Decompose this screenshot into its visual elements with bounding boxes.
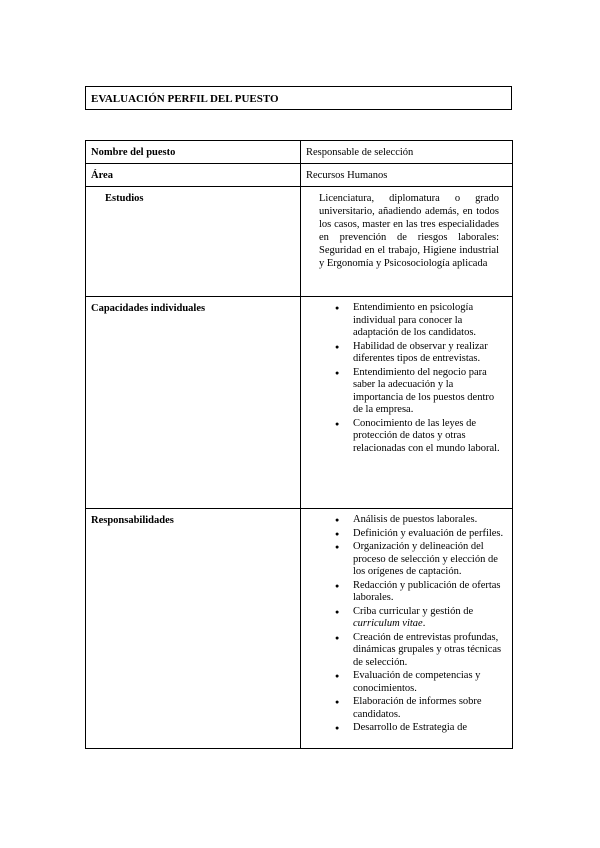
criba-suffix: . [422, 618, 426, 629]
value-cell [301, 509, 513, 749]
responsabilidades-list [301, 509, 512, 735]
value-cell [301, 297, 513, 509]
row-capacidades [86, 297, 513, 509]
value-nombre-puesto: Responsable de selección [306, 147, 414, 158]
value-estudios: Licenciatura, diplomatura o grado universitario, añadiendo además, en todos los casos, master en las tres especialidades en prevención de riesgos laborales: Seguridad en el trabajo, Higiene industrial y Ergonomía y Psicosociología aplicada [319, 193, 499, 269]
criba-prefix: Criba curricular y gestión de [353, 605, 474, 617]
list-item: ● Habilidad de observar y realizar diferentes tipos de entrevistas. [353, 341, 506, 366]
list-item-criba [353, 606, 506, 631]
value-cell [301, 141, 513, 164]
label-cell [86, 509, 301, 749]
row-nombre-puesto [86, 141, 513, 164]
label-nombre-puesto: Nombre del puesto [91, 147, 176, 158]
row-area [86, 164, 513, 187]
list-item: ● Entendimiento en psicología individual para conocer la adaptación de los candidatos. [353, 302, 506, 340]
value-cell [301, 164, 513, 187]
list-item: ● Organización y delineación del proceso de selección y elección de los orígenes de captación. [353, 541, 506, 579]
label-cell [86, 141, 301, 164]
value-area: Recursos Humanos [306, 170, 388, 181]
row-estudios [86, 187, 513, 297]
job-profile-table [85, 140, 513, 749]
label-estudios: Estudios [105, 193, 144, 204]
row-responsabilidades [86, 509, 513, 749]
list-item: ● Elaboración de informes sobre candidatos. [353, 696, 506, 721]
value-cell [301, 187, 513, 297]
criba-italic: curriculum vitae [353, 618, 423, 629]
label-capacidades: Capacidades individuales [91, 303, 206, 314]
list-item: ● Entendimiento del negocio para saber la adecuación y la importancia de los puestos dentro de la empresa. [353, 367, 506, 417]
list-item: ● Redacción y publicación de ofertas laborales. [353, 580, 506, 605]
label-area: Área [91, 170, 113, 181]
list-item: ● Desarrollo de Estrategia de [353, 722, 506, 735]
label-cell [86, 187, 301, 297]
list-item: ● Conocimiento de las leyes de protección de datos y otras relacionadas con el mundo laboral. [353, 418, 506, 456]
list-item: ● Creación de entrevistas profundas, dinámicas grupales y otras técnicas de selección. [353, 632, 506, 670]
label-responsabilidades: Responsabilidades [91, 515, 174, 526]
list-item: ● Análisis de puestos laborales. [353, 514, 506, 527]
capacidades-list [301, 297, 512, 455]
label-cell [86, 164, 301, 187]
list-item: ● Definición y evaluación de perfiles. [353, 528, 506, 541]
label-cell [86, 297, 301, 509]
document-title: EVALUACIÓN PERFIL DEL PUESTO [85, 86, 512, 110]
list-item: ● Evaluación de competencias y conocimientos. [353, 670, 506, 695]
